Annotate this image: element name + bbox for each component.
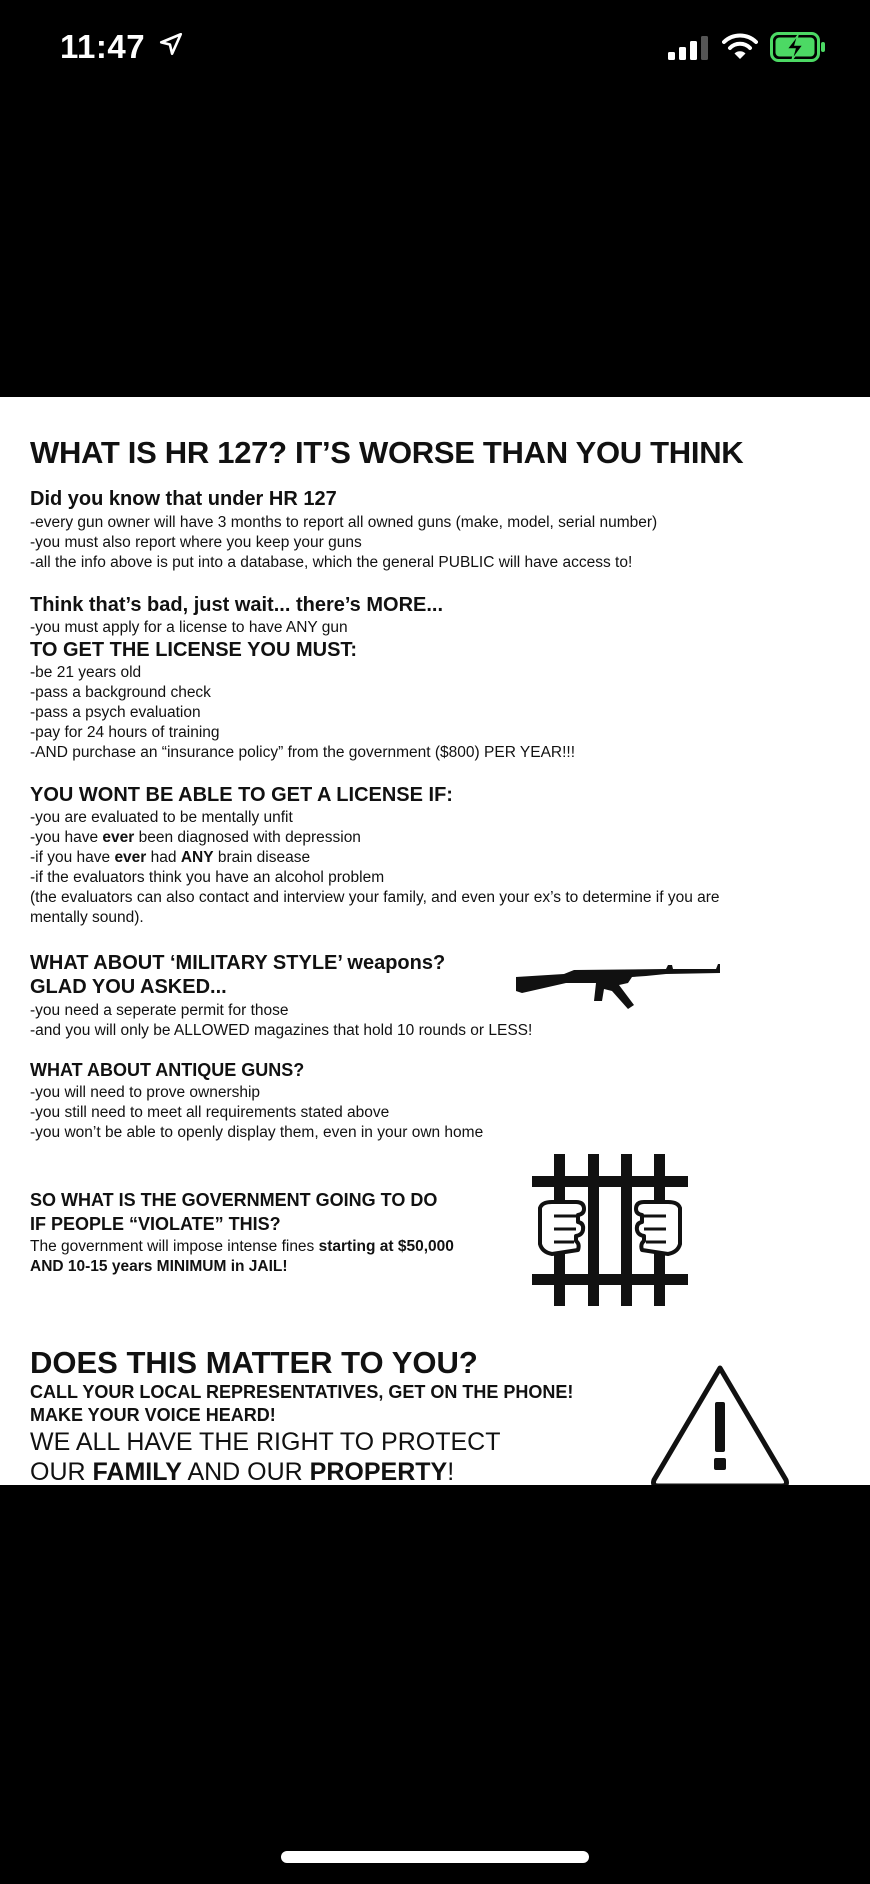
slogan-line-2: OUR FAMILY AND OUR PROPERTY! [30,1458,455,1485]
section1-line-3: -all the info above is put into a database, which the general PUBLIC will have access to! [30,554,633,571]
jail-bars-icon [532,1154,688,1306]
section6-subheading: IF PEOPLE “VIOLATE” THIS? [30,1214,281,1234]
section5-line-2: -you still need to meet all requirements stated above [30,1104,390,1121]
warning-triangle-icon [648,1362,792,1485]
call-representatives-text: CALL YOUR LOCAL REPRESENTATIVES, GET ON THE PHONE! [30,1382,574,1402]
section2-subheading: TO GET THE LICENSE YOU MUST: [30,639,358,661]
section3-line-2: -you have ever been diagnosed with depression [30,829,361,846]
voice-heard-text: MAKE YOUR VOICE HEARD! [30,1405,276,1425]
shared-image-poster [0,397,870,1485]
section2-line-4: -pay for 24 hours of training [30,724,220,741]
status-bar [0,0,870,100]
rifle-icon [516,957,720,1017]
section6-heading: SO WHAT IS THE GOVERNMENT GOING TO DO [30,1190,438,1210]
section4-heading: WHAT ABOUT ‘MILITARY STYLE’ weapons? [30,952,446,974]
section6-line-1: The government will impose intense fines starting at $50,000 [30,1238,454,1255]
status-time: 11:47 [60,28,146,65]
section4-line-2: -and you will only be ALLOWED magazines that hold 10 rounds or LESS! [30,1022,533,1039]
section3-heading: YOU WONT BE ABLE TO GET A LICENSE IF: [30,784,453,806]
location-arrow-icon [158,31,184,57]
section2-heading: Think that’s bad, just wait... there’s MORE... [30,594,444,616]
section5-heading: WHAT ABOUT ANTIQUE GUNS? [30,1060,305,1080]
section6-line-2: AND 10-15 years MINIMUM in JAIL! [30,1258,288,1275]
section3-line-1: -you are evaluated to be mentally unfit [30,809,293,826]
poster-headline: WHAT IS HR 127? IT’S WORSE THAN YOU THINK [30,435,744,470]
section3-line-5: (the evaluators can also contact and interview your family, and even your ex’s to determine if you are [30,889,720,906]
section2-line-1: -be 21 years old [30,664,142,681]
section1-line-1: -every gun owner will have 3 months to report all owned guns (make, model, serial number) [30,514,658,531]
section1-line-2: -you must also report where you keep your guns [30,534,362,551]
section4-line-1: -you need a seperate permit for those [30,1002,289,1019]
section3-line-3: -if you have ever had ANY brain disease [30,849,311,866]
section1-heading: Did you know that under HR 127 [30,488,337,510]
slogan-line-1: WE ALL HAVE THE RIGHT TO PROTECT [30,1428,501,1456]
section2-line-5: -AND purchase an “insurance policy” from the government ($800) PER YEAR!!! [30,744,576,761]
cellular-signal-icon [668,36,710,60]
section4-subheading: GLAD YOU ASKED... [30,976,227,998]
section3-line-6: mentally sound). [30,909,144,926]
section2-line-license: -you must apply for a license to have ANY gun [30,619,348,636]
section5-line-3: -you won’t be able to openly display them, even in your own home [30,1124,484,1141]
home-indicator[interactable] [281,1851,589,1863]
battery-charging-icon [770,32,826,62]
section5-line-1: -you will need to prove ownership [30,1084,261,1101]
section2-line-3: -pass a psych evaluation [30,704,201,721]
section3-line-4: -if the evaluators think you have an alcohol problem [30,869,385,886]
section7-heading: DOES THIS MATTER TO YOU? [30,1345,478,1380]
wifi-icon [722,32,758,60]
section2-line-2: -pass a background check [30,684,211,701]
